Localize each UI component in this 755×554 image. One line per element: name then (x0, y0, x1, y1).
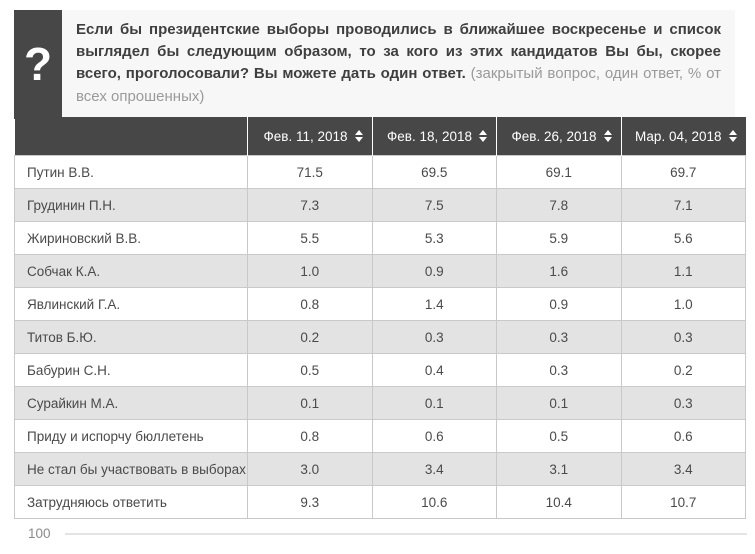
cell-value: 69.7 (621, 156, 746, 189)
table-row (15, 288, 746, 321)
column-header-sort[interactable] (497, 117, 622, 156)
empty-header-cell (15, 117, 248, 156)
cell-value: 0.5 (248, 354, 373, 387)
cell-value: 5.6 (621, 222, 746, 255)
question-note: (закрытый вопрос, один ответ, % от всех опрошенных) (76, 65, 722, 105)
table-row (15, 453, 746, 486)
sort-icon (604, 130, 612, 142)
sort-icon (479, 130, 487, 142)
table-row (15, 189, 746, 222)
footer-total (28, 526, 747, 541)
sort-icon (729, 130, 737, 142)
cell-value: 3.0 (248, 453, 373, 486)
cell-value: 7.8 (497, 189, 622, 222)
column-header-sort[interactable] (621, 117, 746, 156)
cell-value: 0.3 (497, 354, 622, 387)
cell-value: 69.1 (497, 156, 622, 189)
cell-value: 69.5 (372, 156, 497, 189)
cell-value: 0.3 (621, 387, 746, 420)
question-block (14, 10, 735, 119)
column-header-sort[interactable] (372, 117, 497, 156)
cell-value: 3.1 (497, 453, 622, 486)
cell-value: 1.6 (497, 255, 622, 288)
cell-value: 0.9 (497, 288, 622, 321)
cell-value: 3.4 (621, 453, 746, 486)
question-mark-glyph: ? (23, 38, 53, 91)
cell-value: 10.6 (372, 486, 497, 519)
column-header-label: Фев. 11, 2018 (263, 128, 348, 144)
cell-value: 0.9 (372, 255, 497, 288)
cell-value: 7.3 (248, 189, 373, 222)
table-row (15, 354, 746, 387)
question-text (62, 10, 735, 119)
cell-value: 7.1 (621, 189, 746, 222)
cell-value: 10.4 (497, 486, 622, 519)
cell-value: 0.2 (621, 354, 746, 387)
cell-value: 1.0 (248, 255, 373, 288)
table-row (15, 486, 746, 519)
column-header-label: Мар. 04, 2018 (635, 128, 722, 144)
cell-value: 0.1 (372, 387, 497, 420)
cell-value: 7.5 (372, 189, 497, 222)
candidate-label: Приду и испорчу бюллетень (15, 420, 248, 453)
column-header-label: Фев. 18, 2018 (387, 128, 472, 144)
cell-value: 1.0 (621, 288, 746, 321)
cell-value: 0.6 (372, 420, 497, 453)
column-header-sort[interactable] (248, 117, 373, 156)
cell-value: 0.8 (248, 420, 373, 453)
cell-value: 0.4 (372, 354, 497, 387)
candidate-label: Путин В.В. (15, 156, 248, 189)
candidate-label: Жириновский В.В. (15, 222, 248, 255)
cell-value: 0.1 (248, 387, 373, 420)
footer-divider (65, 533, 747, 535)
candidate-label: Грудинин П.Н. (15, 189, 248, 222)
cell-value: 0.3 (497, 321, 622, 354)
cell-value: 0.3 (372, 321, 497, 354)
question-text-bold: Если бы президентские выборы проводились в ближайшее воскресенье и список выглядел бы следующим образом, то за кого из этих кандидатов Вы бы, скорее всего, проголосовали? Вы можете дать один ответ. (76, 21, 721, 83)
table-row (15, 255, 746, 288)
cell-value: 0.5 (497, 420, 622, 453)
table-row (15, 321, 746, 354)
sort-icon (355, 130, 363, 142)
candidate-label: Бабурин С.Н. (15, 354, 248, 387)
candidate-label: Сурайкин М.А. (15, 387, 248, 420)
cell-value: 1.4 (372, 288, 497, 321)
cell-value: 0.3 (621, 321, 746, 354)
table-row (15, 156, 746, 189)
question-mark-icon (14, 10, 62, 119)
cell-value: 3.4 (372, 453, 497, 486)
cell-value: 5.3 (372, 222, 497, 255)
cell-value: 0.6 (621, 420, 746, 453)
candidate-label: Затрудняюсь ответить (15, 486, 248, 519)
cell-value: 0.1 (497, 387, 622, 420)
candidate-label: Явлинский Г.А. (15, 288, 248, 321)
cell-value: 9.3 (248, 486, 373, 519)
candidate-label: Титов Б.Ю. (15, 321, 248, 354)
cell-value: 5.5 (248, 222, 373, 255)
cell-value: 10.7 (621, 486, 746, 519)
cell-value: 71.5 (248, 156, 373, 189)
total-value: 100 (28, 526, 51, 541)
table-row (15, 222, 746, 255)
poll-results-table (14, 117, 745, 519)
column-header-label: Фев. 26, 2018 (511, 128, 597, 144)
cell-value: 1.1 (621, 255, 746, 288)
table-row (15, 387, 746, 420)
candidate-label: Не стал бы участвовать в выборах (15, 453, 248, 486)
table-header-row (15, 117, 746, 156)
cell-value: 5.9 (497, 222, 622, 255)
cell-value: 0.2 (248, 321, 373, 354)
candidate-label: Собчак К.А. (15, 255, 248, 288)
cell-value: 0.8 (248, 288, 373, 321)
table-row (15, 420, 746, 453)
